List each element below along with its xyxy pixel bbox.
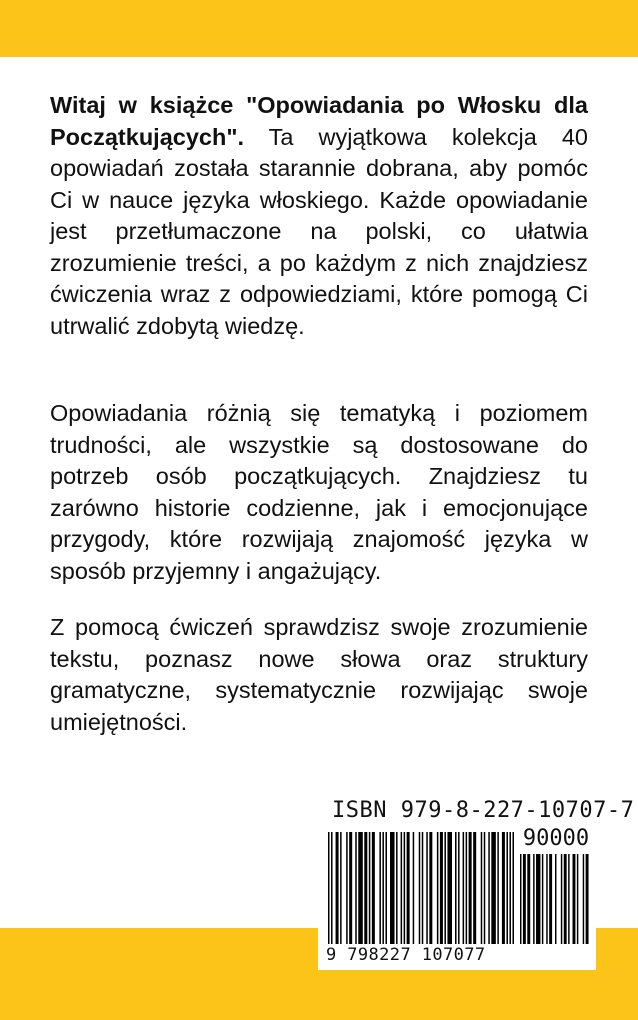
barcode-bar <box>404 832 406 944</box>
barcode-bar <box>346 832 348 944</box>
barcode-bar <box>455 832 457 944</box>
barcode-bar <box>413 832 415 944</box>
barcode-bar <box>358 832 363 944</box>
barcode-bar <box>407 832 410 944</box>
barcode-bar <box>458 832 460 944</box>
barcode-bar <box>502 832 505 944</box>
barcode-bar <box>426 832 428 944</box>
barcode-bar <box>372 832 375 944</box>
barcode-bar <box>542 854 543 944</box>
barcode-bar <box>382 832 384 944</box>
barcode-bar <box>444 832 446 944</box>
barcode-box <box>318 824 596 970</box>
barcode-bar <box>328 832 330 944</box>
barcode-bar <box>419 832 421 944</box>
barcode-bar <box>355 832 357 944</box>
barcode-bar <box>561 854 562 944</box>
barcode-bar <box>364 832 367 944</box>
barcode-bar <box>437 832 439 944</box>
barcode-bar <box>385 832 387 944</box>
barcode-bar <box>564 854 567 944</box>
barcode-bar <box>555 854 556 944</box>
barcode-bar <box>527 854 530 944</box>
ean-barcode-bars <box>328 832 514 944</box>
barcode-bar <box>331 832 333 944</box>
barcode-bar <box>509 832 511 944</box>
barcode-bar <box>473 832 476 944</box>
barcode-bar <box>536 854 540 944</box>
barcode-bar <box>422 832 424 944</box>
barcode-bar <box>488 832 490 944</box>
barcode-bar <box>577 854 578 944</box>
barcode-bar <box>546 854 547 944</box>
barcode-bar <box>586 854 589 944</box>
top-yellow-band <box>0 0 638 57</box>
paragraph-1-text: Ta wyjątkowa kolekcja 40 opowiadań została starannie dobrana, aby pomóc Ci w nauce języka włoskiego. Każde opowiadanie jest przetłumaczone na polski, co ułatwia zrozumienie treści, a po każdym z nich znajdziesz ćwiczenia wraz z odpowiedziami, które pomogą Ci utrwalić zdobytą wiedzę. <box>50 123 588 339</box>
description-paragraph-3: Z pomocą ćwiczeń sprawdzisz swoje zrozumienie tekstu, poznasz nowe słowa oraz struktury gramatyczne, systematycznie rozwijając swoje umiejętności. <box>50 614 588 735</box>
barcode-bar <box>512 832 514 944</box>
barcode-bar <box>340 832 342 944</box>
barcode-bar <box>396 832 398 944</box>
intro-title: Witaj w książce "Opowiadania po Włosku dla Początkujących". <box>50 92 588 150</box>
barcode-bar <box>447 832 452 944</box>
barcode-bar <box>523 854 526 944</box>
barcode-bar <box>390 832 395 944</box>
barcode-bar <box>568 854 569 944</box>
barcode-bar <box>440 832 443 944</box>
isbn-label: ISBN 979-8-227-10707-7 <box>332 798 635 823</box>
barcode-bar <box>349 832 352 944</box>
barcode-bar <box>484 832 486 944</box>
ean-digits: 9 798227 107077 <box>326 945 486 965</box>
barcode-bar <box>336 832 339 944</box>
barcode-bar <box>520 854 521 944</box>
barcode-bar <box>491 832 496 944</box>
barcode-bar <box>549 854 552 944</box>
barcode-bar <box>583 854 584 944</box>
barcode-bar <box>429 832 432 944</box>
barcode-bar <box>369 832 371 944</box>
barcode-bar <box>469 832 472 944</box>
addon-barcode-bars <box>520 854 590 944</box>
barcode-bar <box>481 832 483 944</box>
price-addon-digits: 90000 <box>522 826 590 851</box>
description-paragraph-1 <box>50 90 588 342</box>
barcode-bar <box>573 854 576 944</box>
barcode-bar <box>463 832 465 944</box>
barcode-bar <box>533 854 534 944</box>
description-paragraph-2: Opowiadania różnią się tematyką i poziomem trudności, ale wszystkie są dostosowane do potrzeb osób początkujących. Znajdziesz tu zarówno historie codzienne, jak i emocjonujące przygody, które rozwijają znajomość języka w sposób przyjemny i angażujący. <box>50 400 588 584</box>
barcode-bar <box>466 832 468 944</box>
barcode-bar <box>401 832 403 944</box>
barcode-bar <box>506 832 508 944</box>
barcode-bar <box>379 832 381 944</box>
barcode-bar <box>497 832 499 944</box>
